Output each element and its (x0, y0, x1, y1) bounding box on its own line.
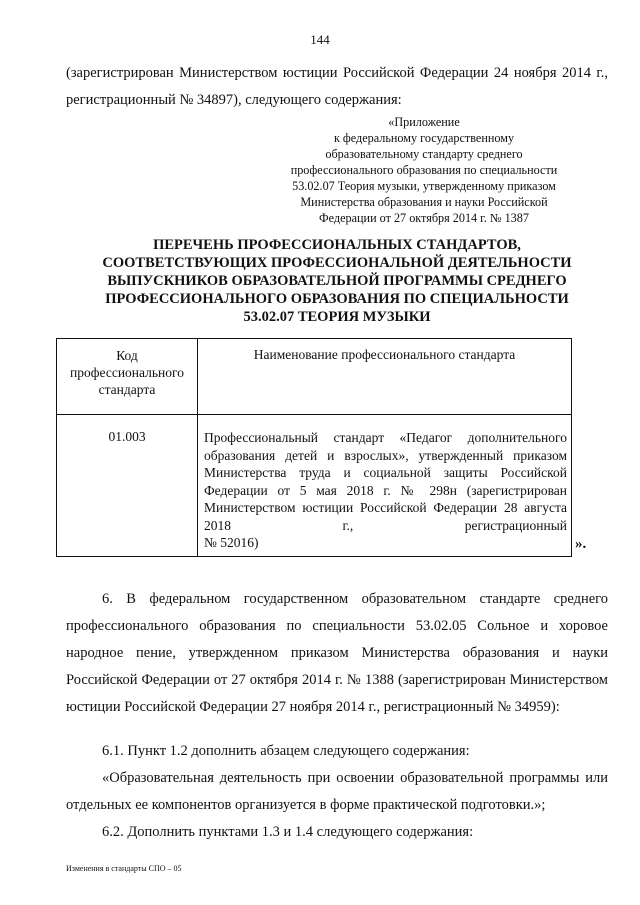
header-code-line: стандарта (98, 382, 156, 397)
appendix-line: Министерства образования и науки Российской (300, 195, 548, 209)
appendix-line: «Приложение (388, 115, 460, 129)
paragraph-6-2: 6.2. Дополнить пунктами 1.3 и 1.4 следующего содержания: (102, 824, 474, 840)
paragraph-6-1: 6.1. Пункт 1.2 дополнить абзацем следующего содержания: (102, 743, 470, 759)
page-number: 144 (310, 32, 330, 47)
header-code-line: Код (116, 348, 138, 363)
appendix-line: к федеральному государственному (333, 131, 515, 145)
row-code-cell: 01.003 (57, 415, 198, 557)
paragraph-6: 6. В федеральном государственном образовательном стандарте среднего профессионального образования по специальности 53.02.05 Сольное и хоровое народное пение, утвержденном приказом Министерства образования и науки Российской Федерации от 27 октября 2014 г. № 1388 (зарегистрирован Министерством юстиции Российской Федерации 27 ноября 2014 г., регистрационный № 34959): (66, 591, 608, 715)
paragraph-6-1-quote: «Образовательная деятельность при освоении образовательной программы или отдельных ее компонентов организуется в форме практической подготовки.»; (66, 770, 608, 813)
appendix-line: 53.02.07 Теория музыки, утвержденному приказом (292, 179, 556, 193)
row-name-cell (198, 415, 572, 557)
header-code-cell (57, 339, 198, 415)
title-line: СООТВЕТСТВУЮЩИХ ПРОФЕССИОНАЛЬНОЙ ДЕЯТЕЛЬНОСТИ (102, 255, 572, 271)
standards-table (56, 338, 572, 557)
footer-note: Изменения в стандарты СПО – 05 (66, 864, 182, 873)
header-name-cell: Наименование профессионального стандарта (198, 339, 572, 415)
row-name-end: № 52016) (204, 535, 259, 550)
appendix-line: образовательному стандарту среднего (325, 147, 523, 161)
table-row (57, 415, 572, 557)
document-title (66, 236, 608, 326)
title-line: 53.02.07 ТЕОРИЯ МУЗЫКИ (243, 309, 431, 325)
title-line: ПЕРЕЧЕНЬ ПРОФЕССИОНАЛЬНЫХ СТАНДАРТОВ, (153, 237, 521, 253)
appendix-block (274, 114, 574, 226)
title-line: ПРОФЕССИОНАЛЬНОГО ОБРАЗОВАНИЯ ПО СПЕЦИАЛЬНОСТИ (105, 291, 569, 307)
closing-quote-mark: ». (575, 536, 587, 552)
row-name-main: Профессиональный стандарт «Педагог дополнительного образования детей и взрослых», утвержденный приказом Министерства труда и социальной защиты Российской Федерации от 5 мая 2018 г. № 298н (зарегистрирован Министерством юстиции Российской Федерации 28 августа 2018 г., регистрационный (204, 430, 567, 533)
header-code-line: профессионального (70, 365, 184, 380)
appendix-line: профессионального образования по специальности (290, 163, 558, 177)
title-line: ВЫПУСКНИКОВ ОБРАЗОВАТЕЛЬНОЙ ПРОГРАММЫ СРЕДНЕГО (107, 273, 567, 289)
appendix-line: Федерации от 27 октября 2014 г. № 1387 (319, 211, 529, 225)
intro-line-2: регистрационный № 34897), следующего содержания: (66, 92, 402, 108)
table-header-row (57, 339, 572, 415)
intro-line-1: (зарегистрирован Министерством юстиции Российской Федерации 24 ноября 2014 г., (66, 65, 608, 81)
